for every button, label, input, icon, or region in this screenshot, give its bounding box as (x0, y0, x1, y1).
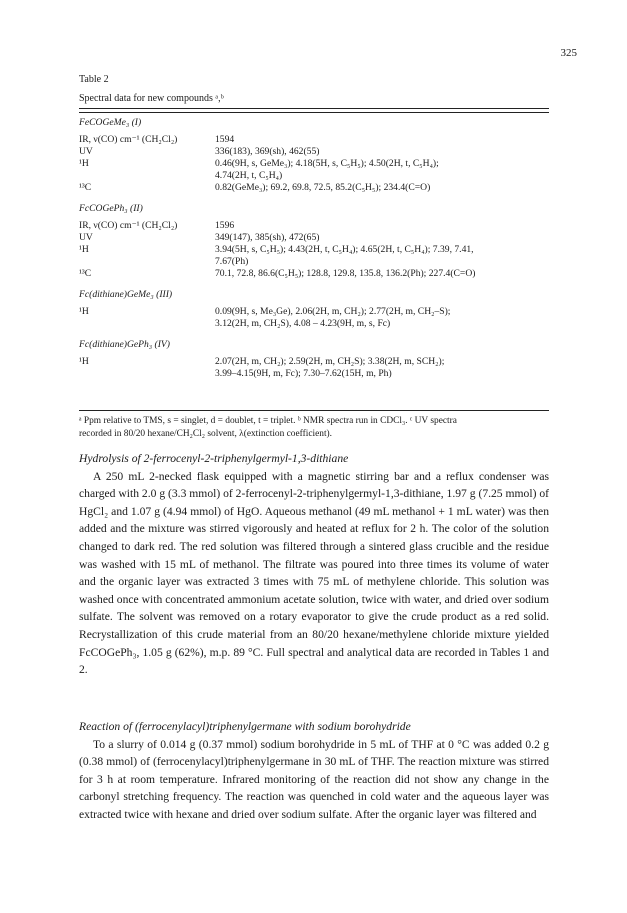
table-row (79, 306, 549, 318)
row-value: 0.46(9H, s, GeMe₃); 4.18(5H, s, C₅H₅); 4.50(2H, t, C₅H₄); (215, 158, 439, 169)
compound-name: Fc(dithiane)GeMe₃ (III) (79, 289, 173, 300)
table-row (79, 146, 549, 158)
row-label (79, 368, 215, 380)
row-label: ¹H (79, 356, 89, 367)
row-value: 1594 (215, 134, 235, 145)
row-label: ¹H (79, 244, 89, 255)
footnote-line: recorded in 80/20 hexane/CH₂Cl₂ solvent, λ(extinction coefficient). (79, 429, 333, 439)
compound-name: Fc(dithiane)GePh₃ (IV) (79, 339, 170, 350)
row-label (79, 256, 215, 268)
table-caption: Spectral data for new compounds ᵃ,ᵇ (79, 93, 224, 104)
row-label: UV (79, 232, 93, 243)
row-value: 3.99–4.15(9H, m, Fc); 7.30–7.62(15H, m, Ph) (215, 368, 392, 379)
table-row (79, 170, 549, 182)
row-label: ¹³C (79, 182, 92, 193)
row-value: 4.74(2H, t, C₅H₄) (215, 170, 283, 181)
row-value: 0.09(9H, s, Me₃Ge), 2.06(2H, m, CH₂); 2.77(2H, m, CH₂–S); (215, 306, 451, 317)
table-section (79, 203, 549, 280)
table-row (79, 268, 549, 280)
paragraph-reduction: To a slurry of 0.014 g (0.37 mmol) sodium borohydride in 5 mL of THF at 0 °C was added 0.2 g (0.38 mmol) of (ferrocenylacyl)triphenylgermane in 30 mL of THF. The reaction mixture was stirred for 3 h at room temperature. Infrared monitoring of the reaction did not show any change in the carbonyl stretching frequency. The reaction was quenched in cold water and the aqueous layer was extracted twice with hexane and dried over sodium sulfate. After the organic layer was filtered and (79, 737, 549, 821)
table-title: Table 2 (79, 74, 109, 85)
row-label: ¹H (79, 306, 89, 317)
reduction-section (79, 718, 549, 824)
table-section (79, 289, 549, 330)
table-header-rule (79, 112, 549, 113)
table-row (79, 158, 549, 170)
hydrolysis-section (79, 450, 549, 679)
table-footnote (79, 415, 549, 441)
row-value: 3.12(2H, m, CH₂S), 4.08 – 4.23(9H, m, s, Fc) (215, 318, 391, 329)
paragraph-hydrolysis: A 250 mL 2-necked flask equipped with a magnetic stirring bar and a reflux condenser was charged with 2.0 g (3.3 mmol) of 2-ferrocenyl-2-triphenylgermyl-1,3-dithiane, 1.97 g (7.25 mmol) of HgCl₂ and 1.07 g (4.94 mmol) of HgO. Aqueous methanol (49 mL methanol + 1 mL water) was then added and the mixture was stirred vigorously and heated at reflux for 2 h. The color of the solution changed to dark red. The red solution was filtered through a sintered glass crucible and the residue was washed with 15 mL of methanol. The filtrate was poured into three times its volume of water and the organic layer was extracted 3 times with 75 mL of methylene chloride. This solution was washed once with concentrated ammonium acetate solution, twice with water, and dried over sodium sulfate. The solvent was removed on a rotary evaporator to give the crude product as a red solid. Recrystallization of this crude material from an 80/20 hexane/methylene chloride mixture yielded FcCOGePh₃, 1.05 g (62%), m.p. 89 °C. Full spectral and analytical data are recorded in Tables 1 and 2. (79, 469, 549, 677)
row-value: 2.07(2H, m, CH₂); 2.59(2H, m, CH₂S); 3.38(2H, m, SCH₂); (215, 356, 445, 367)
table-row (79, 182, 549, 194)
section-heading-hydrolysis: Hydrolysis of 2-ferrocenyl-2-triphenylgermyl-1,3-dithiane (79, 452, 349, 465)
page-number: 325 (560, 47, 577, 59)
row-value: 336(183), 369(sh), 462(55) (215, 146, 320, 157)
compound-name: FcCOGePh₃ (II) (79, 203, 143, 214)
row-value: 3.94(5H, s, C₅H₅); 4.43(2H, t, C₅H₄); 4.65(2H, t, C₅H₄); 7.39, 7.41, (215, 244, 474, 255)
footnote-line: ᵃ Ppm relative to TMS, s = singlet, d = doublet, t = triplet. ᵇ NMR spectra run in CDCl₃. ᶜ UV spectra (79, 416, 457, 426)
row-value: 7.67(Ph) (215, 256, 249, 267)
table-section (79, 117, 549, 194)
row-label: ¹³C (79, 268, 92, 279)
row-value: 349(147), 385(sh), 472(65) (215, 232, 320, 243)
table-row (79, 356, 549, 368)
spectral-data-table (79, 114, 549, 389)
section-heading-reduction: Reaction of (ferrocenylacyl)triphenylgermane with sodium borohydride (79, 720, 411, 733)
table-row (79, 232, 549, 244)
table-bottom-rule (79, 410, 549, 411)
row-value: 70.1, 72.8, 86.6(C₅H₅); 128.8, 129.8, 135.8, 136.2(Ph); 227.4(C=O) (215, 268, 476, 279)
table-row (79, 134, 549, 146)
row-label: UV (79, 146, 93, 157)
row-label (79, 318, 215, 330)
table-row (79, 244, 549, 256)
table-row (79, 256, 549, 268)
row-label: ¹H (79, 158, 89, 169)
table-row (79, 220, 549, 232)
table-top-rule (79, 108, 549, 109)
table-section (79, 339, 549, 380)
row-label: IR, ν(CO) cm⁻¹ (CH₂Cl₂) (79, 134, 178, 145)
row-value: 1596 (215, 220, 235, 231)
row-label (79, 170, 215, 182)
table-row (79, 368, 549, 380)
row-label: IR, ν(CO) cm⁻¹ (CH₂Cl₂) (79, 220, 178, 231)
compound-name: FeCOGeMe₃ (I) (79, 117, 142, 128)
row-value: 0.82(GeMe₃); 69.2, 69.8, 72.5, 85.2(C₅H₅); 234.4(C=O) (215, 182, 431, 193)
table-row (79, 318, 549, 330)
